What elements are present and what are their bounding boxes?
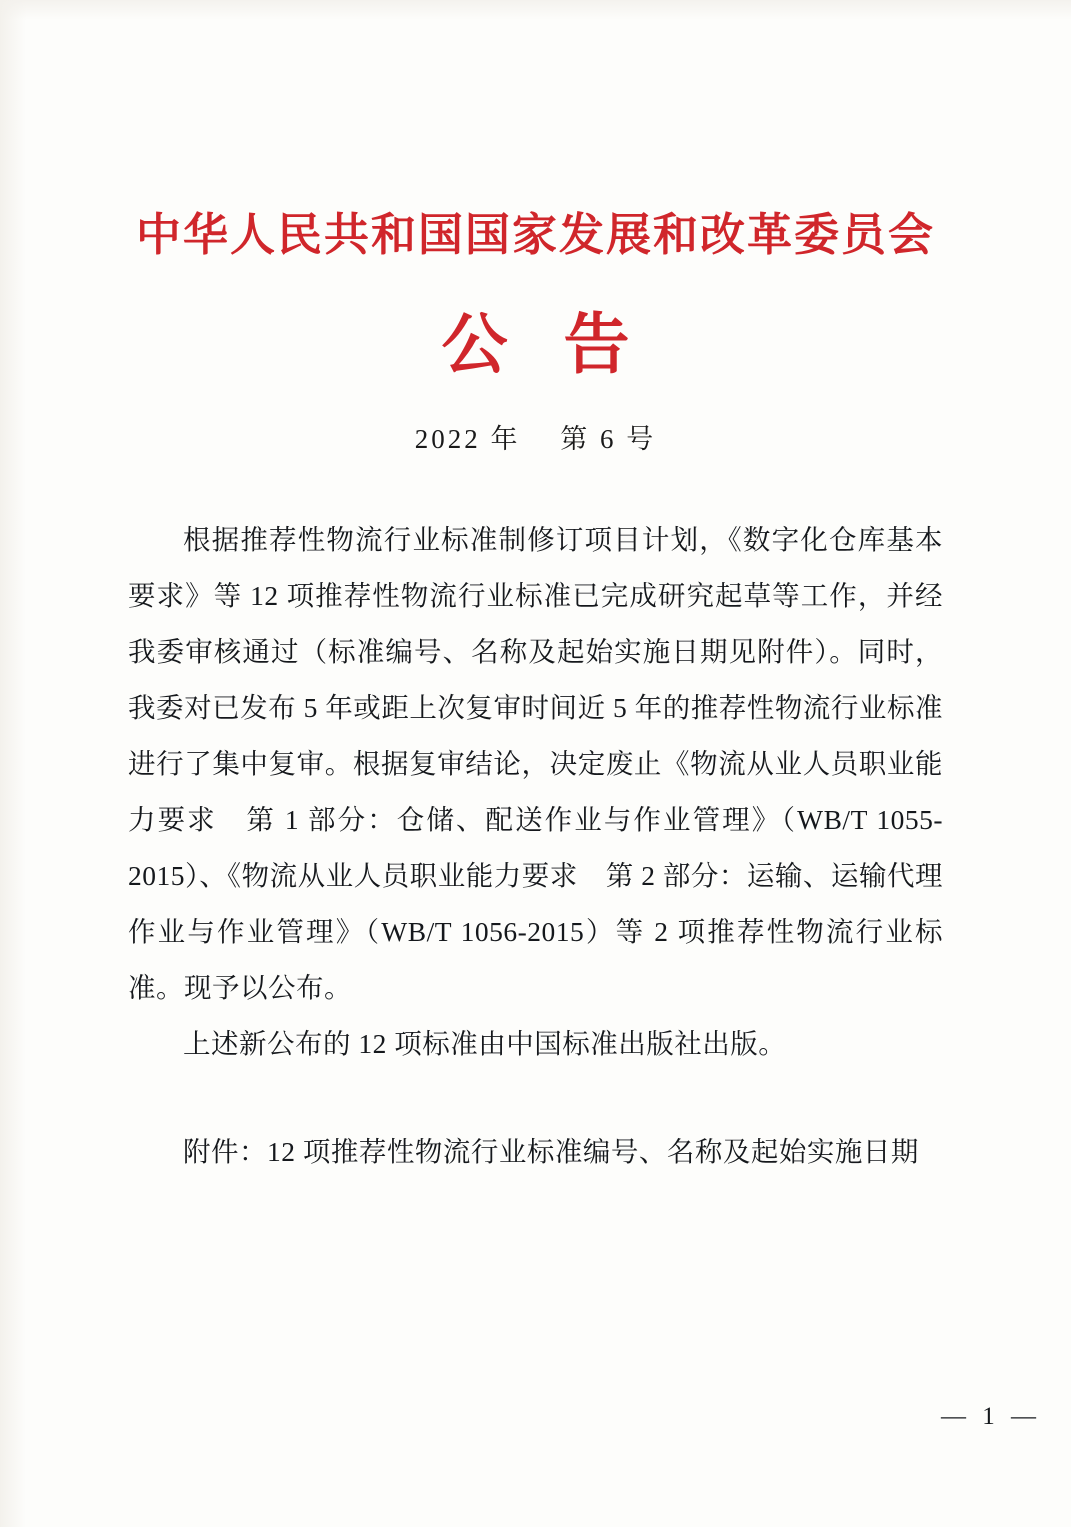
document-content <box>128 0 943 1527</box>
paper-edge-left <box>0 0 26 1527</box>
body-paragraph-2: 上述新公布的 12 项标准由中国标准出版社出版。 <box>183 1027 787 1059</box>
page-number: — 1 — <box>941 1403 1041 1430</box>
attachment-line: 附件：12 项推荐性物流行业标准编号、名称及起始实施日期 <box>183 1135 919 1167</box>
document-body <box>128 512 943 1072</box>
document-type-heading: 公告 <box>441 309 686 382</box>
issuing-organization-title: 中华人民共和国国家发展和改革委员会 <box>135 210 935 260</box>
body-paragraph-1: 根据推荐性物流行业标准制修订项目计划，《数字化仓库基本要求》等 12 项推荐性物流行业标准已完成研究起草等工作，并经我委审核通过（标准编号、名称及起始实施日期见附件）。同时，我委对已发布 5 年或距上次复审时间近 5 年的推荐性物流行业标准进行了集中复审。根据复审结论，决定废止《物流从业人员职业能力要求 第 1 部分：仓储、配送作业与作业管理》（WB/T 1055-2015）、《物流从业人员职业能力要求 第 2 部分：运输、运输代理作业与作业管理》（WB/T 1056-2015）等 2 项推荐性物流行业标准。现予以公布。 <box>128 523 943 1003</box>
document-number: 2022 年 第 6 号 <box>414 423 657 454</box>
